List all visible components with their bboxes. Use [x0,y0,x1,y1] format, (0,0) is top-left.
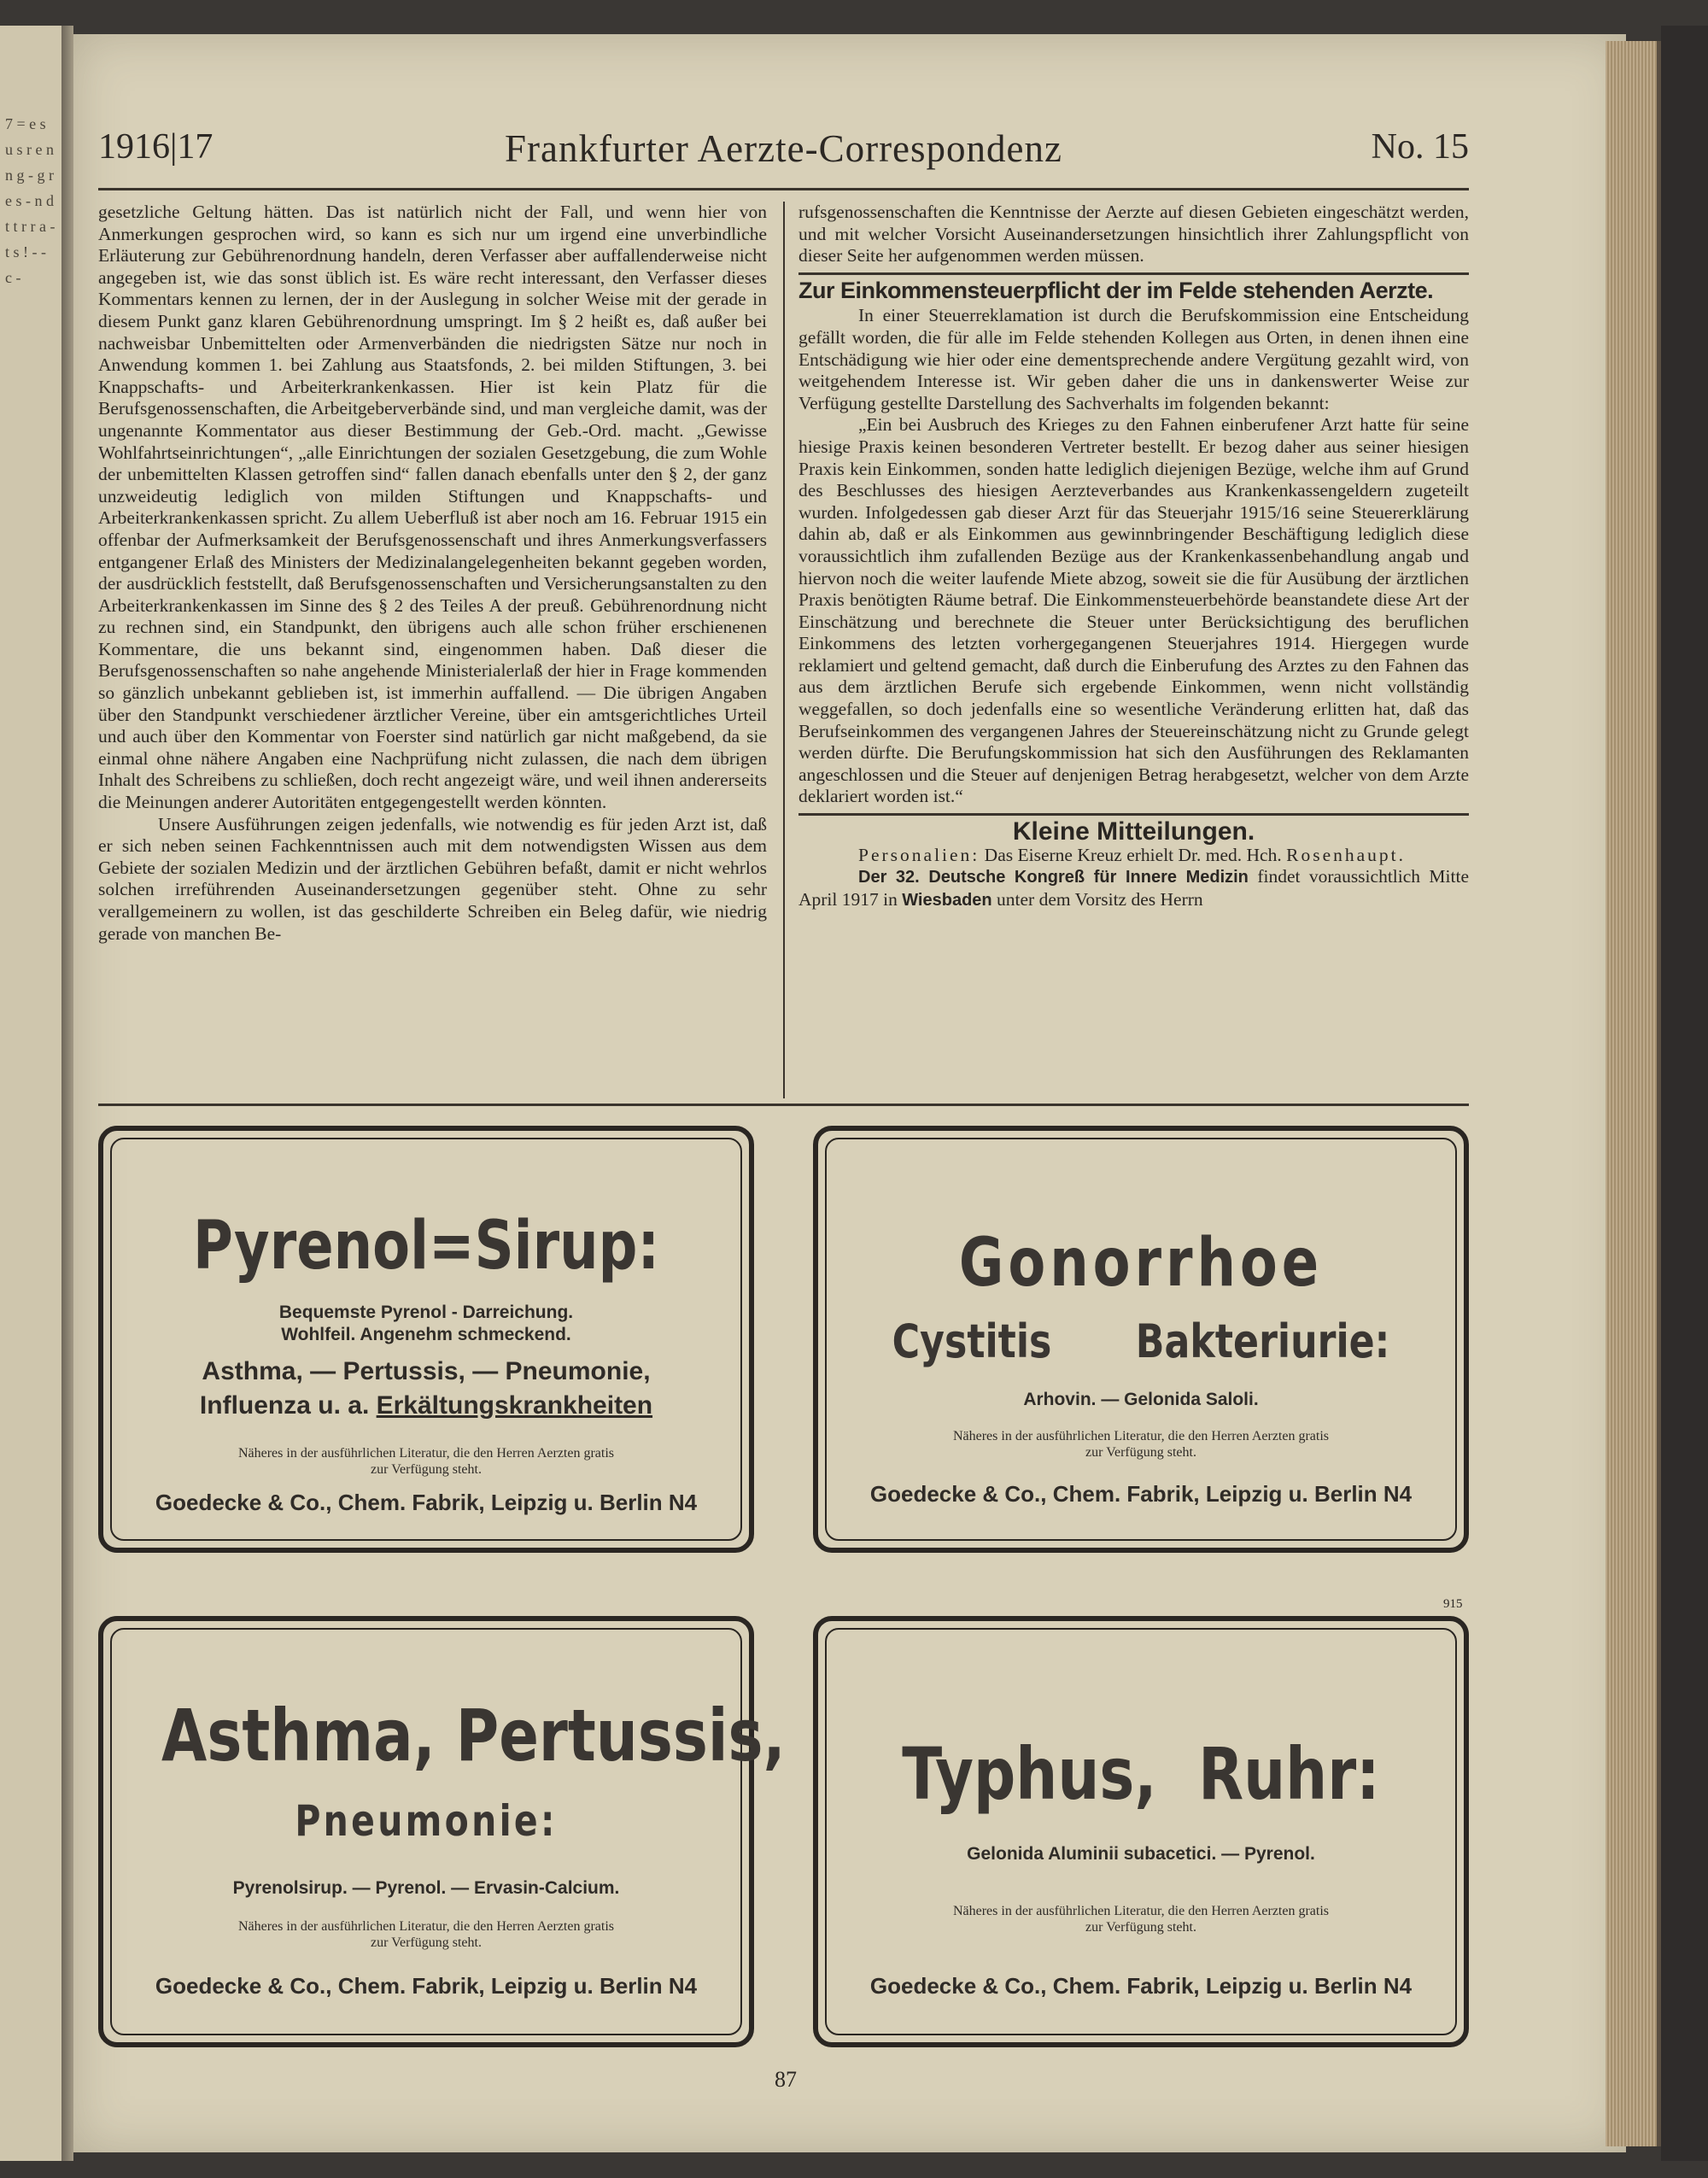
ad-company: Goedecke & Co., Chem. Fabrik, Leipzig u. Berlin N4 [155,1973,698,1999]
left-column [98,202,767,945]
section-title: Kleine Mitteilungen. [1012,817,1255,846]
article-paragraph: In einer Steuerreklamation ist durch die Berufskommission eine Entscheidung gefällt worden, die für alle im Felde stehenden Kollegen aus Orten, in denen ihnen eine Entschädigung wie hier oder eine dementsprechende andere Vergütung gezahlt wird, von weitgehendem Interesse ist. Wir geben daher die uns in dankenswerter Weise zur Verfügung gestellte Darstellung des Sachverhalts im folgenden bekannt: [798,305,1469,413]
quoted-paragraph: „Ein bei Ausbruch des Krieges zu den Fahnen einberufener Arzt hatte für seine hiesige Praxis keinen besonderen Vertreter bestellt. Er bezog daher aus seiner hiesigen Praxis kein Einkommen, sonden hatte lediglich diejenigen Bezüge, welche ihm auf Grund des Beschlusses des hiesigen Aerzteverbandes aus Krankenkassengeldern zugeteilt wurden. Infolgedessen gab dieser Arzt für das Steuerjahr 1915/16 seine Steuererklärung dahin ab, daß er als Einkommen aus gewinnbringender Beschäftigung lediglich diese voraussichtlich ihm zufallenden Bezüge aus der Krankenkassenbehandlung angab und hiervon noch die weiter laufende Miete abzog, soweit sie die für Ausübung der ärztlichen Praxis benötigten Räume betraf. Die Einkommensteuerbehörde beanstandete diese Art der Einschätzung und berechnete die Steuer unter Berücksichtigung des beruflichen Einkommens des letzten vorhergegangenen Steuerjahres 1914. Hiergegen wurde reklamiert und geltend gemacht, daß durch die Einberufung des Arztes zu den Fahnen das aus dem ärztlichen Berufe sich ergebende Einkommen, wenn nicht vollständig weggefallen, so doch jedenfalls eine so wesentliche Veränderung erlitten hat, daß das Berufseinkommen des vergangenen Jahres der Steuereinschätzung nicht zu Grunde gelegt werden dürfte. Die Berufungskommission hat sich den Ausführungen des Reklamanten angeschlossen und die Steuer auf denjenigen Betrag herabgesetzt, welcher von dem Arzte deklariert worden ist.“ [798,414,1469,807]
page-stack-edge [1606,41,1665,2146]
article-paragraph: Unsere Ausführungen zeigen jedenfalls, wie notwendig es für jeden Arzt ist, daß er sich neben seinen Fachkenntnissen auch mit dem notwendigsten Wissen aus dem Gebiete der sozialen Medizin und der ärztlichen Gebühren befaßt, damit er nicht wehrlos solchen irreführenden Auseinandersetzungen gegenüber steht. Ohne zu sehr verallgemeinern zu wollen, ist das geschilderte Schreiben ein Beleg dafür, wie niedrig gerade von manchen Be- [98,813,767,944]
advertisement-typhus-ruhr [813,1616,1469,2047]
advertisement-asthma-pertussis [98,1616,786,2047]
ad-literature-note: zur Verfügung steht. [1085,1445,1196,1460]
ad-literature-note: Näheres in der ausführlichen Literatur, die den Herren Aerzten gratis [237,1446,615,1461]
ad-company: Goedecke & Co., Chem. Fabrik, Leipzig u. Berlin N4 [869,1481,1413,1507]
advertisement-gonorrhoe [813,1126,1469,1553]
ad-literature-note: Näheres in der ausführlichen Literatur, die den Herren Aerzten gratis [237,1919,615,1934]
section-rule [798,272,1469,275]
right-column [798,202,1469,911]
kongress-city: Wiesbaden [902,890,992,910]
kongress-title: Der 32. Deutsche Kongreß für Innere Medizin [858,868,1249,887]
issue-number: No. 15 [1371,127,1469,167]
article-paragraph: gesetzliche Geltung hätten. Das ist natürlich nicht der Fall, und wenn hier von Anmerkungen gesprochen wird, so kann es sich nur um irgend eine unverbindliche Erläuterung zur Gebührenordnung handeln, deren Verfasser aber auffallenderweise nicht angegeben ist, wie das sonst üblich ist. Es wäre recht interessant, den Verfasser dieses Kommentars kennen zu lernen, der in der Auslegung in solcher Weise mit der gerade in diesem Punkt ganz klaren Gebührenordnung umspringt. Im § 2 heißt es, daß außer bei nachweisbar Unbemittelten oder Armenverbänden die niedrigsten Sätze nur noch in Anwendung kommen 1. bei Zahlung aus Staatsfonds, 2. bei milden Stiftungen, 3. bei Knappschafts- und Arbeiterkrankenkassen. Hier ist kein Platz für die Berufsgenossenschaften, die Arbeitgeberverbände sind, und man vergleiche damit, was der ungenannte Kommentator aus dieser Bestimmung der Geb.-Ord. macht. „Gewisse Wohlfahrtseinrichtungen“, „alle Einrichtungen der sozialen Gesetzgebung, die zum Wohle der unbemittelten Klassen getroffen sind“ fallen danach ebenfalls unter den § 2, der ganz unzweideutig lediglich von milden Stiftungen und Knappschafts- und Arbeiterkrankenkassen spricht. Zu allem Ueberfluß ist aber noch am 16. Februar 1915 ein offenbar der Aufmerksamkeit der Berufsgenossenschaft und ihres Anmerkungsverfassers entgangener Erlaß des Ministers der Medizinalangelegenheiten bekannt gegeben worden, der ausdrücklich feststellt, daß Berufsgenossenschaften und Versicherungsanstalten zu den Arbeiterkrankenkassen im Sinne des § 2 des Teiles A der preuß. Gebührenordnung nicht zu rechnen sind, ein Standpunkt, den übrigens auch alle schon früher erschienenen Kommentare, die uns bekannt sind, eingenommen haben. Daß dieser die Berufsgenossenschaften so nahe angehende Ministerialerlaß der hier in Frage kommenden so gänzlich unbekannt geblieben ist, ist immerhin auffallend. — Die übrigen Angaben über den Standpunkt verschiedener ärztlicher Vereine, über ein amtsgerichtliches Urteil und auch über den Kommentar von Foerster sind natürlich gar nicht maßgebend, da sie einmal ohne nähere Angaben eine Nachprüfung nicht zulassen, die nach dem übrigen Inhalt des Schreibens zu schließen, doch recht angezeigt wäre, und weil ihnen andererseits die Meinungen anderer Autoritäten entgegengestellt werden könnten. [98,202,767,813]
article-paragraph: rufsgenossenschaften die Kenntnisse der Aerzte auf diesen Gebieten eingeschätzt werden, und mit welcher Vorsicht Auseinandersetzungen hinsichtlich ihrer Zahlungspflicht von dieser Seite her aufgenommen werden müssen. [798,202,1469,266]
ad-subline: Gelonida Aluminii subacetici. — Pyrenol. [967,1844,1315,1864]
facing-page-edge [0,26,64,2161]
page-header [98,126,1469,178]
personalien-name: Rosenhaupt. [1286,844,1407,865]
ad-indications-underlined: Erkältungskrankheiten [376,1391,653,1420]
header-year: 1916|17 [98,127,214,167]
kongress-text: unter dem Vorsitz des Herrn [997,888,1203,910]
section-title: Zur Einkommensteuerpflicht der im Felde stehenden Aerzte. [798,277,1434,303]
kongress-paragraph [798,866,1469,911]
journal-title: Frankfurter Aerzte-Correspondenz [505,127,1062,170]
ad-headline: Pyrenol=Sirup: [192,1208,660,1285]
ad-headline-line2 [876,1314,1406,1368]
ad-company: Goedecke & Co., Chem. Fabrik, Leipzig u. Berlin N4 [155,1490,698,1515]
ad-indications [103,1389,749,1423]
advertisement-pyrenol-sirup [98,1126,754,1553]
ad-headline-line2: Pneumonie: [295,1796,558,1846]
personalien-paragraph [798,845,1469,867]
ad-company: Goedecke & Co., Chem. Fabrik, Leipzig u. Berlin N4 [869,1973,1413,1999]
ad-subline: Pyrenolsirup. — Pyrenol. — Ervasin-Calcium. [232,1878,620,1898]
kongress-text: findet voraussichtlich Mitte April 1917 in [798,866,1470,910]
ad-subline: Arhovin. — Gelonida Saloli. [1023,1390,1259,1409]
ad-literature-note: Näheres in der ausführlichen Literatur, die den Herren Aerzten gratis [952,1429,1330,1443]
ad-headline: Gonorrhoe [958,1225,1324,1302]
personalien-text: Das Eiserne Kreuz erhielt Dr. med. Hch. [984,844,1282,865]
ad-headline-part: Cystitis [892,1314,1052,1368]
column-divider [783,202,785,1098]
ad-literature-note: Näheres in der ausführlichen Literatur, die den Herren Aerzten gratis [952,1904,1330,1918]
book-cover [1661,26,1708,2161]
ad-subline: Wohlfeil. Angenehm schmeckend. [281,1325,571,1344]
ad-literature-note: zur Verfügung steht. [371,1462,482,1477]
ad-headline: Typhus, Ruhr: [902,1732,1380,1816]
personalien-label: Personalien: [858,844,980,865]
ad-subline: Bequemste Pyrenol - Darreichung. [278,1303,574,1322]
book-spine [61,26,73,2161]
ad-headline-part: Bakteriurie: [1135,1314,1390,1368]
ad-literature-note: zur Verfügung steht. [1085,1920,1196,1935]
ad-literature-note: zur Verfügung steht. [371,1935,482,1950]
header-rule [98,188,1469,190]
ads-rule [98,1104,1469,1106]
ad-reference-number: 915 [1443,1597,1463,1611]
ad-headline: Asthma, Pertussis, [161,1694,786,1777]
facing-page-fragments: 7 = e s u s r e n n g - g r e s - n d t t r r a - t s ! - - c - [5,115,56,286]
ad-indications-text: Influenza u. a. [199,1391,370,1420]
ad-indications: Asthma, — Pertussis, — Pneumonie, [202,1357,651,1385]
section-rule [798,813,1469,816]
page-number: 87 [775,2067,797,2092]
